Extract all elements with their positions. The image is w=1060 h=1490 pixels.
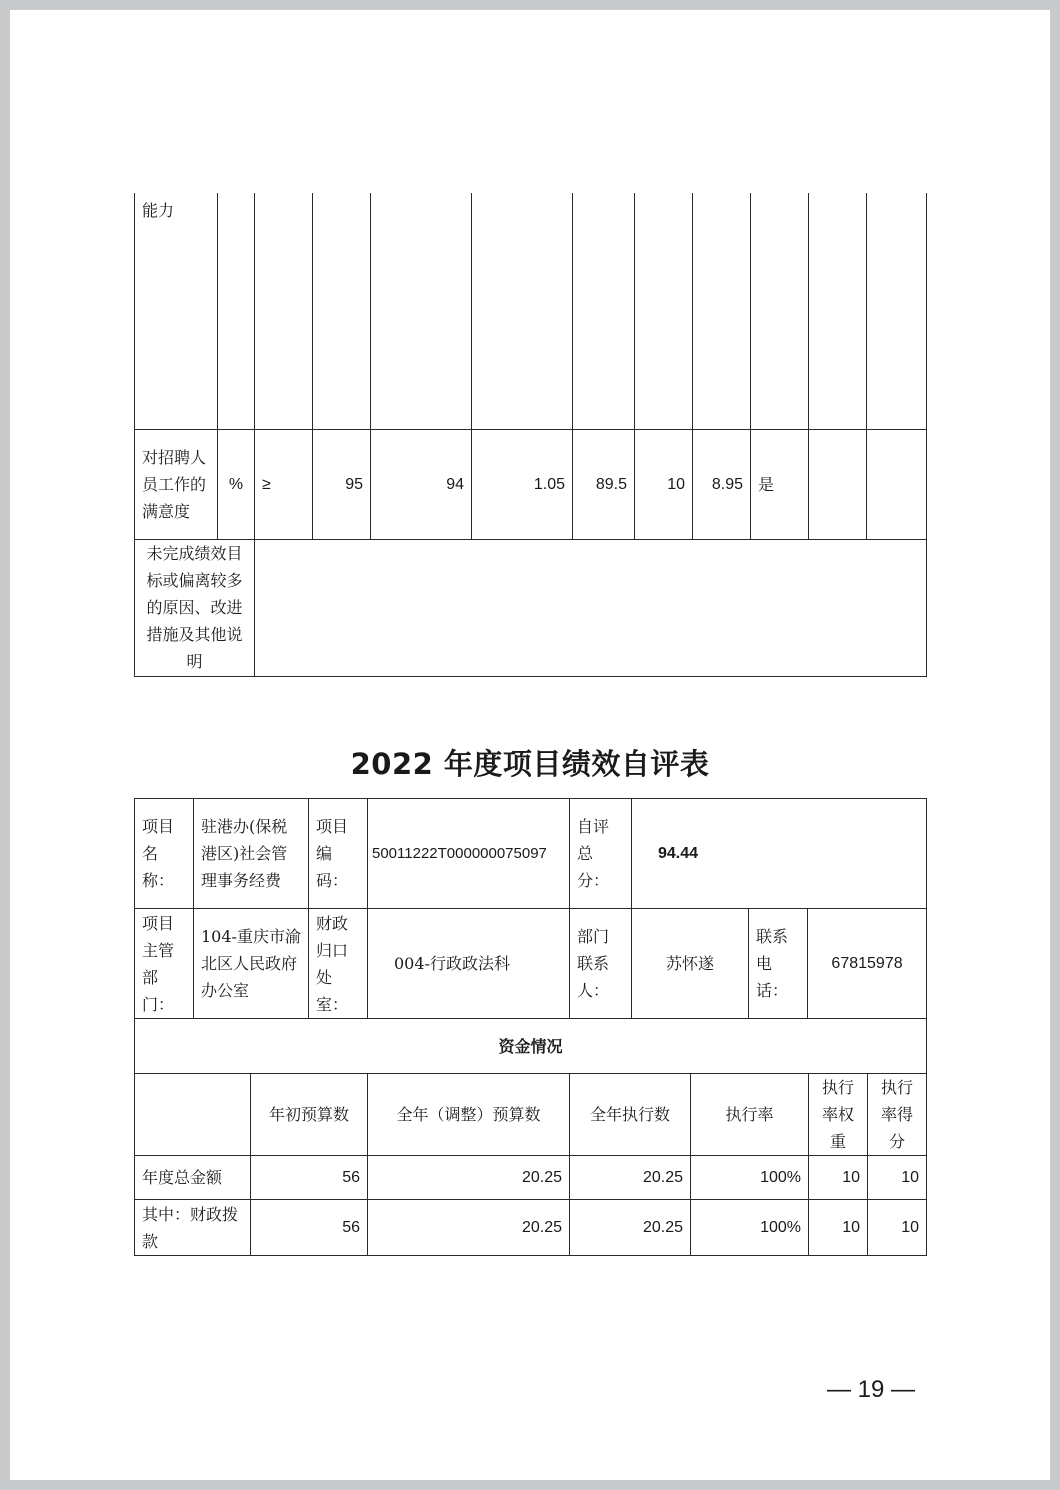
rate-cell: 100% [691, 1200, 809, 1256]
row-label: 年度总金额 [135, 1156, 251, 1200]
dept-label: 项目主管部门： [135, 909, 194, 1019]
weight-cell: 10 [635, 429, 693, 539]
table-row [135, 1156, 927, 1200]
funds-section-label: 资金情况 [135, 1019, 927, 1074]
phone-label: 联系电话： [749, 909, 808, 1019]
score-cell: 10 [868, 1156, 927, 1200]
project-code-label: 项目编码： [309, 799, 368, 909]
page-title: 2022 年度项目绩效自评表 [350, 747, 710, 781]
indicator-row-satisfaction [135, 429, 927, 539]
actual-cell: 94 [371, 429, 472, 539]
indicator-table [134, 193, 927, 677]
funds-section-row [135, 1019, 927, 1074]
initial-cell: 56 [251, 1156, 368, 1200]
note-cell [867, 429, 927, 539]
project-name-label: 项目名称： [135, 799, 194, 909]
self-score: 94.44 [632, 799, 927, 909]
phone-value: 67815978 [808, 909, 927, 1019]
document-page [10, 10, 1050, 1480]
ratio-cell: 1.05 [472, 429, 573, 539]
initial-cell: 56 [251, 1200, 368, 1256]
indicator-name: 对招聘人员工作的满意度 [135, 429, 218, 539]
dept-value: 104-重庆市渝北区人民政府办公室 [194, 909, 309, 1019]
score-cell: 8.95 [693, 429, 751, 539]
header-initial: 年初预算数 [251, 1074, 368, 1156]
score-cell: 10 [868, 1200, 927, 1256]
note-cell [809, 429, 867, 539]
adjusted-cell: 20.25 [368, 1156, 570, 1200]
header-empty [135, 1074, 251, 1156]
header-adjusted: 全年（调整）预算数 [368, 1074, 570, 1156]
executed-cell: 20.25 [570, 1156, 691, 1200]
header-weight: 执行率权重 [809, 1074, 868, 1156]
explain-label: 未完成绩效目标或偏离较多的原因、改进措施及其他说明 [135, 539, 255, 676]
indicator-row-ability [135, 193, 927, 429]
target-cell: 95 [313, 429, 371, 539]
contact-label: 部门联系人： [570, 909, 632, 1019]
finance-value: 004-行政政法科 [368, 909, 570, 1019]
indicator-name: 能力 [135, 193, 218, 429]
contact-value: 苏怀遂 [632, 909, 749, 1019]
project-code: 50011222T000000075097 [368, 799, 570, 909]
row-label: 其中：财政拨款 [135, 1200, 251, 1256]
info-row-2 [135, 909, 927, 1019]
info-row-1 [135, 799, 927, 909]
finance-label: 财政归口处室： [309, 909, 368, 1019]
unit-cell: % [218, 429, 255, 539]
rate-cell: 100% [691, 1156, 809, 1200]
header-rate: 执行率 [691, 1074, 809, 1156]
operator-cell: ≥ [255, 429, 313, 539]
weight-cell: 10 [809, 1156, 868, 1200]
project-info-table [134, 798, 927, 1074]
met-cell: 是 [751, 429, 809, 539]
table-row [135, 1200, 927, 1256]
project-name: 驻港办(保税港区)社会管理事务经费 [194, 799, 309, 909]
explain-row [135, 539, 927, 676]
self-score-label: 自评总分： [570, 799, 632, 909]
completion-cell: 89.5 [573, 429, 635, 539]
weight-cell: 10 [809, 1200, 868, 1256]
funds-table [134, 1073, 927, 1256]
header-executed: 全年执行数 [570, 1074, 691, 1156]
explain-value [255, 539, 927, 676]
funds-header-row [135, 1074, 927, 1156]
page-number: — 19 — [826, 1376, 916, 1403]
executed-cell: 20.25 [570, 1200, 691, 1256]
adjusted-cell: 20.25 [368, 1200, 570, 1256]
header-score: 执行率得分 [868, 1074, 927, 1156]
